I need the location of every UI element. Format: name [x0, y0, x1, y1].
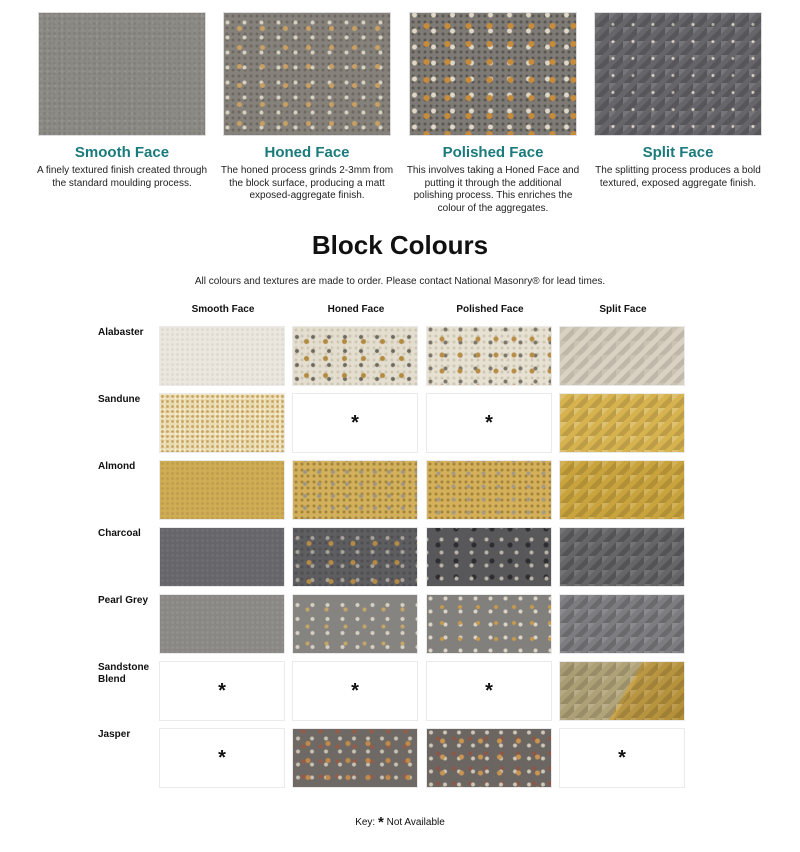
swatch-alabaster-honed [292, 326, 418, 386]
key-prefix: Key: [355, 817, 376, 828]
swatch-almond-smooth [159, 460, 285, 520]
swatch-jasper-honed [292, 728, 418, 788]
swatch-almond-honed [292, 460, 418, 520]
column-header-smooth: Smooth Face [191, 304, 255, 315]
not-available-marker: * [292, 393, 418, 453]
finish-title: Smooth Face [74, 144, 170, 161]
finish-title: Honed Face [264, 144, 350, 161]
split-face-photo [594, 12, 762, 136]
not-available-marker: * [559, 728, 685, 788]
finish-polished [406, 12, 580, 215]
row-label-sandune: Sandune [98, 394, 141, 405]
section-title: Block Colours [311, 230, 489, 260]
finish-description: A finely textured finish created through the standard moulding process. [36, 165, 208, 189]
honed-face-photo [223, 12, 391, 136]
key-symbol: * [377, 814, 384, 831]
finish-smooth [38, 12, 206, 190]
swatch-charcoal-polished [426, 527, 552, 587]
swatch-pearl-grey-honed [292, 594, 418, 654]
swatch-sandstone-blend-split [559, 661, 685, 721]
swatch-alabaster-smooth [159, 326, 285, 386]
not-available-marker: * [292, 661, 418, 721]
row-label-almond: Almond [98, 461, 136, 472]
row-label-pearl-grey: Pearl Grey [98, 595, 149, 606]
row-label-sandstone-blend: Sandstone Blend [98, 662, 150, 685]
finish-honed [220, 12, 394, 203]
not-available-marker: * [426, 393, 552, 453]
swatch-sandune-split [559, 393, 685, 453]
swatch-alabaster-polished [426, 326, 552, 386]
finish-description: The splitting process produces a bold textured, exposed aggregate finish. [595, 165, 761, 189]
section-subtitle: All colours and textures are made to order. Please contact National Masonry® for lead times. [194, 276, 606, 287]
swatch-pearl-grey-split [559, 594, 685, 654]
row-label-jasper: Jasper [98, 729, 131, 740]
not-available-marker: * [159, 661, 285, 721]
finish-title: Polished Face [442, 144, 544, 161]
swatch-alabaster-split [559, 326, 685, 386]
row-label-charcoal: Charcoal [98, 528, 141, 539]
row-label-alabaster: Alabaster [98, 327, 144, 338]
column-header-split: Split Face [599, 304, 647, 315]
swatch-charcoal-honed [292, 527, 418, 587]
column-header-polished: Polished Face [456, 304, 524, 315]
finish-split [594, 12, 762, 190]
key-text: Not Available [386, 817, 445, 828]
column-header-honed: Honed Face [327, 304, 385, 315]
swatch-charcoal-smooth [159, 527, 285, 587]
legend-key [0, 814, 800, 831]
finish-description: This involves taking a Honed Face and putting it through the additional polishing process. This enriches the colour of the aggregates. [406, 165, 580, 214]
swatch-pearl-grey-smooth [159, 594, 285, 654]
swatch-sandune-smooth [159, 393, 285, 453]
swatch-charcoal-split [559, 527, 685, 587]
swatch-almond-polished [426, 460, 552, 520]
smooth-face-photo [38, 12, 206, 136]
not-available-marker: * [426, 661, 552, 721]
finish-title: Split Face [642, 144, 714, 161]
swatch-almond-split [559, 460, 685, 520]
finish-description: The honed process grinds 2-3mm from the block surface, producing a matt exposed-aggregate finish. [220, 165, 394, 201]
polished-face-photo [409, 12, 577, 136]
swatch-pearl-grey-polished [426, 594, 552, 654]
not-available-marker: * [159, 728, 285, 788]
finish-overview [0, 12, 800, 232]
swatch-jasper-polished [426, 728, 552, 788]
